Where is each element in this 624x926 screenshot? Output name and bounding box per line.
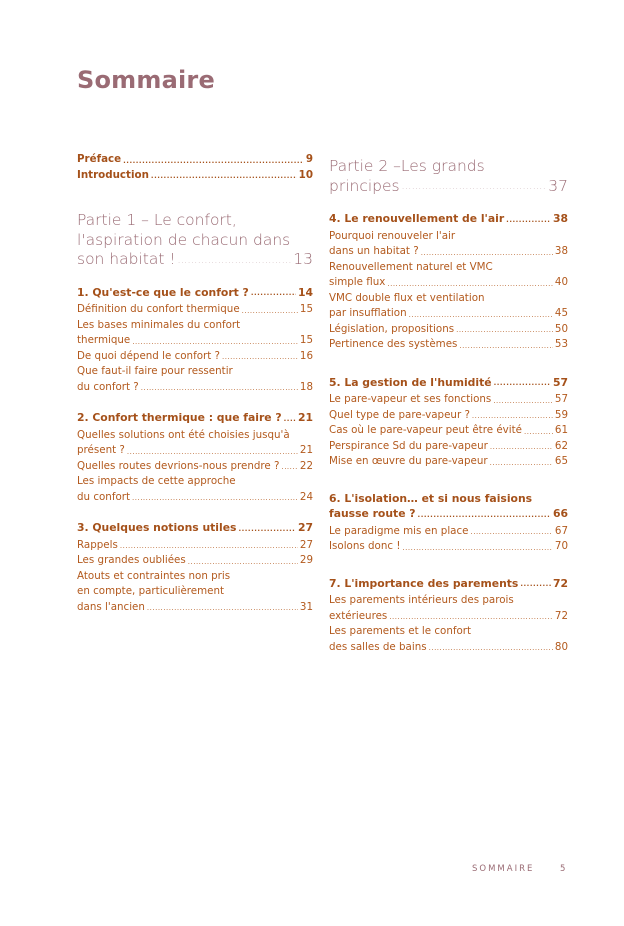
dot-leader xyxy=(418,512,551,519)
dot-leader xyxy=(222,354,298,361)
toc-entry[interactable]: Les parements et le confort des salles de bains ..... 80 xyxy=(329,624,568,655)
toc-entry[interactable]: Rappels ..... 27 xyxy=(77,538,313,554)
toc-part-1[interactable]: Partie 1 – Le confort, l'aspiration de chacun dans son habitat ! ..... 13 xyxy=(77,211,313,270)
toc-entry[interactable]: Quel type de pare-vapeur ? ..... 59 xyxy=(329,408,568,424)
toc-right-column xyxy=(329,152,568,655)
dot-leader xyxy=(402,545,552,552)
dot-leader xyxy=(520,581,551,588)
toc-entry[interactable]: Pertinence des systèmes ..... 53 xyxy=(329,337,568,353)
toc-part-2[interactable]: Partie 2 –Les grands principes ..... 37 xyxy=(329,157,568,196)
dot-leader xyxy=(472,413,553,420)
dot-leader xyxy=(429,645,553,652)
dot-leader xyxy=(421,250,553,257)
dot-leader xyxy=(459,343,552,350)
dot-leader xyxy=(281,464,297,471)
toc-entry[interactable]: Que faut-il faire pour ressentir du confort ? ..... 18 xyxy=(77,364,313,395)
dot-leader xyxy=(188,559,298,566)
toc-entry[interactable]: Les impacts de cette approche du confort ..... 24 xyxy=(77,474,313,505)
toc-entry[interactable]: VMC double flux et ventilation par insufflation ..... 45 xyxy=(329,291,568,322)
toc-chapter-7[interactable]: 7. L'importance des parements ..... 72 xyxy=(329,576,568,592)
toc-entry[interactable]: Le pare-vapeur et ses fonctions ..... 57 xyxy=(329,392,568,408)
toc-entry[interactable]: Le paradigme mis en place ..... 67 xyxy=(329,524,568,540)
toc-chapter-5[interactable]: 5. La gestion de l'humidité ..... 57 xyxy=(329,375,568,391)
dot-leader xyxy=(493,398,553,405)
running-footer-label: SOMMAIRE xyxy=(472,864,535,874)
toc-entry-preface[interactable]: Préface ..... 9 xyxy=(77,152,313,168)
toc-entry[interactable]: Perspirance Sd du pare-vapeur ..... 62 xyxy=(329,439,568,455)
toc-chapter-4[interactable]: 4. Le renouvellement de l'air ..... 38 xyxy=(329,211,568,227)
toc-entry[interactable]: Mise en œuvre du pare-vapeur ..... 65 xyxy=(329,454,568,470)
dot-leader xyxy=(494,380,551,387)
dot-leader xyxy=(456,327,553,334)
toc-left-column xyxy=(77,152,313,615)
toc-entry[interactable]: Les bases minimales du confort thermique ..... 15 xyxy=(77,318,313,349)
toc-entry[interactable]: Isolons donc ! ..... 70 xyxy=(329,539,568,555)
dot-leader xyxy=(402,183,547,192)
dot-leader xyxy=(127,449,298,456)
toc-entry[interactable]: Les grandes oubliées ..... 29 xyxy=(77,553,313,569)
toc-entry[interactable]: Quelles routes devrions-nous prendre ? ..... 22 xyxy=(77,459,313,475)
dot-leader xyxy=(389,614,553,621)
toc-entry[interactable]: Législation, propositions ..... 50 xyxy=(329,322,568,338)
dot-leader xyxy=(471,529,553,536)
dot-leader xyxy=(490,460,553,467)
dot-leader xyxy=(151,173,297,180)
toc-entry[interactable]: Définition du confort thermique ..... 15 xyxy=(77,302,313,318)
dot-leader xyxy=(524,429,553,436)
toc-chapter-2[interactable]: 2. Confort thermique : que faire ? ..... 21 xyxy=(77,410,313,426)
dot-leader xyxy=(132,495,298,502)
dot-leader xyxy=(147,605,298,612)
toc-entry[interactable]: Les parements intérieurs des parois extérieures ..... 72 xyxy=(329,593,568,624)
page-title: Sommaire xyxy=(77,66,215,94)
toc-entry[interactable]: Quelles solutions ont été choisies jusqu'à présent ? ..... 21 xyxy=(77,428,313,459)
toc-chapter-1[interactable]: 1. Qu'est-ce que le confort ? ..... 14 xyxy=(77,285,313,301)
toc-entry[interactable]: Pourquoi renouveler l'air dans un habitat ? ..... 38 xyxy=(329,229,568,260)
toc-chapter-3[interactable]: 3. Quelques notions utiles ..... 27 xyxy=(77,520,313,536)
dot-leader xyxy=(284,416,296,423)
dot-leader xyxy=(387,281,553,288)
toc-entry[interactable]: Atouts et contraintes non pris en compte, particulièrement dans l'ancien ..... 31 xyxy=(77,569,313,616)
dot-leader xyxy=(409,312,553,319)
toc-entry[interactable]: Cas où le pare-vapeur peut être évité ..... 61 xyxy=(329,423,568,439)
page-number: 5 xyxy=(560,864,566,874)
dot-leader xyxy=(132,339,298,346)
toc-chapter-6[interactable]: 6. L'isolation… et si nous faisions fausse route ? ..... 66 xyxy=(329,491,568,522)
dot-leader xyxy=(178,257,292,266)
dot-leader xyxy=(120,543,298,550)
dot-leader xyxy=(123,158,304,165)
toc-entry[interactable]: De quoi dépend le confort ? ..... 16 xyxy=(77,349,313,365)
toc-entry-introduction[interactable]: Introduction ..... 10 xyxy=(77,168,313,184)
dot-leader xyxy=(141,385,298,392)
dot-leader xyxy=(242,308,298,315)
dot-leader xyxy=(238,526,296,533)
toc-entry[interactable]: Renouvellement naturel et VMC simple flux ..... 40 xyxy=(329,260,568,291)
dot-leader xyxy=(251,290,296,297)
dot-leader xyxy=(490,444,553,451)
dot-leader xyxy=(506,217,551,224)
